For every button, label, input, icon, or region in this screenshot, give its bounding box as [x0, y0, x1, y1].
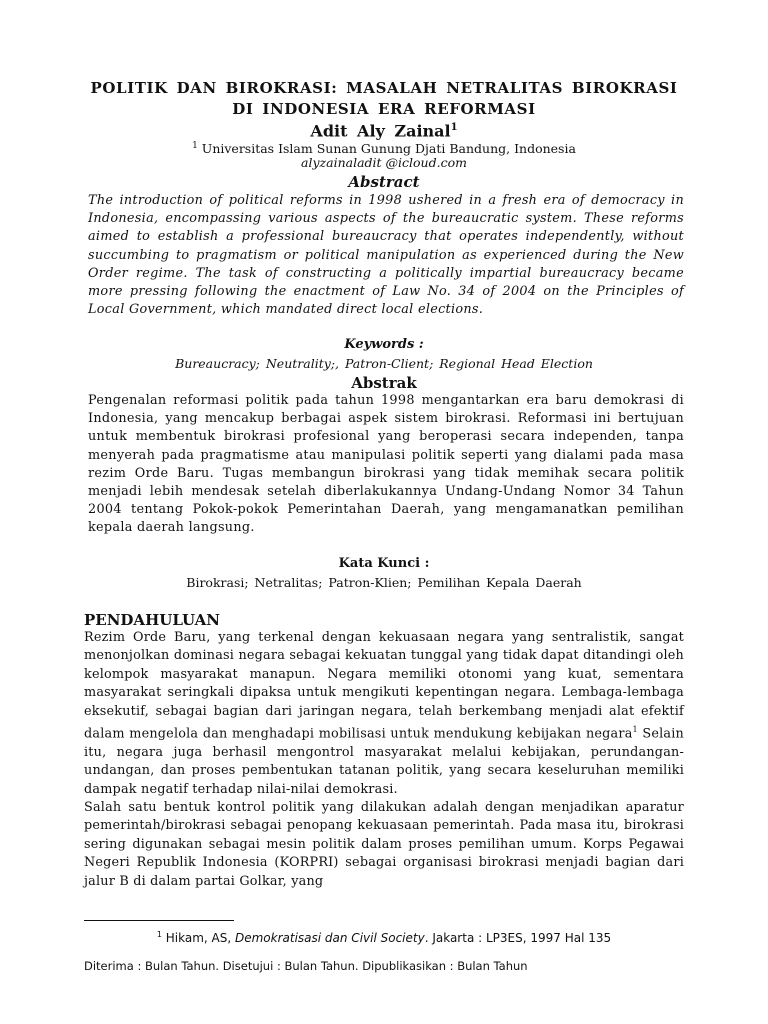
affiliation-mark: 1: [192, 141, 198, 151]
intro-paragraph-2: Salah satu bentuk kontrol politik yang dilakukan adalah dengan menjadikan aparatur pemerintah/birokrasi sebagai penopang kekuasaan pemerintah. Pada masa itu, birokrasi sering digunakan sebagai mesin politik dalam proses pemilihan umum. Korps Pegawai Negeri Republik Indonesia (KORPRI) sebagai organisasi birokrasi menjadi bagian dari jalur B di dalam partai Golkar, yang: [84, 799, 684, 889]
footnote: [84, 927, 684, 946]
intro-paragraph-1-text: Rezim Orde Baru, yang terkenal dengan kekuasaan negara yang sentralistik, sangat menonjolkan dominasi negara sebagai kekuatan tunggal yang tidak dapat ditandingi oleh kelompok masyarakat manapun. Negara memiliki otonomi yang kuat, sementara masyarakat seringkali dipaksa untuk mengikuti kepentingan negara. Lembaga-lembaga eksekutif, sebagai bagian dari jaringan negara, telah berkembang menjadi alat efektif dalam mengelola dan menghadapi mobilisasi untuk mendukung kebijakan negara: [84, 630, 684, 742]
introduction-body: [84, 629, 684, 891]
kata-kunci: Birokrasi; Netralitas; Patron-Klien; Pemilihan Kepala Daerah: [186, 575, 582, 590]
footnote-book-title: Demokratisasi dan Civil Society: [234, 931, 425, 945]
author-affiliation-mark: 1: [450, 122, 458, 133]
footnote-text-end: . Jakarta : LP3ES, 1997 Hal 135: [424, 931, 612, 945]
kata-kunci-heading: Kata Kunci :: [338, 556, 430, 571]
footnote-text-start: Hikam, AS,: [161, 931, 235, 945]
keywords-heading: Keywords :: [344, 337, 424, 352]
paper-title: POLITIK DAN BIROKRASI: MASALAH NETRALITAS BIROKRASI DI INDONESIA ERA REFORMASI: [90, 79, 678, 118]
footnote-separator: [84, 920, 234, 921]
intro-paragraph-1-continued: Selain itu, negara juga berhasil mengontrol masyarakat melalui kebijakan, perundangan-undangan, dan proses pembentukan tatanan politik, yang secara keseluruhan memiliki dampak negatif terhadap nilai-nilai demokrasi.: [84, 726, 684, 797]
footnote-mark: 1: [156, 930, 162, 939]
affiliation-text: Universitas Islam Sunan Gunung Djati Bandung, Indonesia: [201, 141, 576, 157]
abstrak-indonesian: Pengenalan reformasi politik pada tahun 1998 mengantarkan era baru demokrasi di Indonesia, yang mencakup berbagai aspek sistem birokrasi. Reformasi ini bertujuan untuk membentuk birokrasi profesional yang beroperasi secara independen, tanpa menyerah pada pragmatisme atau manipulasi politik seperti yang dialami pada masa rezim Orde Baru. Tugas membangun birokrasi yang tidak memihak secara politik menjadi lebih mendesak setelah diberlakukannya Undang-Undang Nomor 34 Tahun 2004 tentang Pokok-pokok Pemerintahan Daerah, yang mengamanatkan pemilihan kepala daerah langsung.: [88, 393, 684, 536]
author-name-text: Adit Aly Zainal: [310, 121, 451, 141]
section-heading-pendahuluan: PENDAHULUAN: [84, 611, 221, 629]
abstrak-heading: Abstrak: [351, 374, 417, 392]
author-email: alyzainaladit @icloud.com: [301, 155, 467, 170]
footnote-reference: 1: [632, 725, 638, 735]
abstract-heading: Abstract: [348, 173, 420, 191]
submission-dates: Diterima : Bulan Tahun. Disetujui : Bulan Tahun. Dipublikasikan : Bulan Tahun: [84, 959, 528, 973]
intro-paragraph-1: [84, 629, 684, 799]
keywords-english: Bureaucracy; Neutrality;, Patron-Client; Regional Head Election: [175, 356, 593, 371]
abstract-english: The introduction of political reforms in 1998 ushered in a fresh era of democracy in Indonesia, encompassing various aspects of the bureaucratic system. These reforms aimed to establish a professional bureaucracy that operates independently, without succumbing to pragmatism or political manipulation as experienced during the New Order regime. The task of constructing a politically impartial bureaucracy became more pressing following the enactment of Law No. 34 of 2004 on the Principles of Local Government, which mandated direct local elections.: [88, 193, 684, 318]
